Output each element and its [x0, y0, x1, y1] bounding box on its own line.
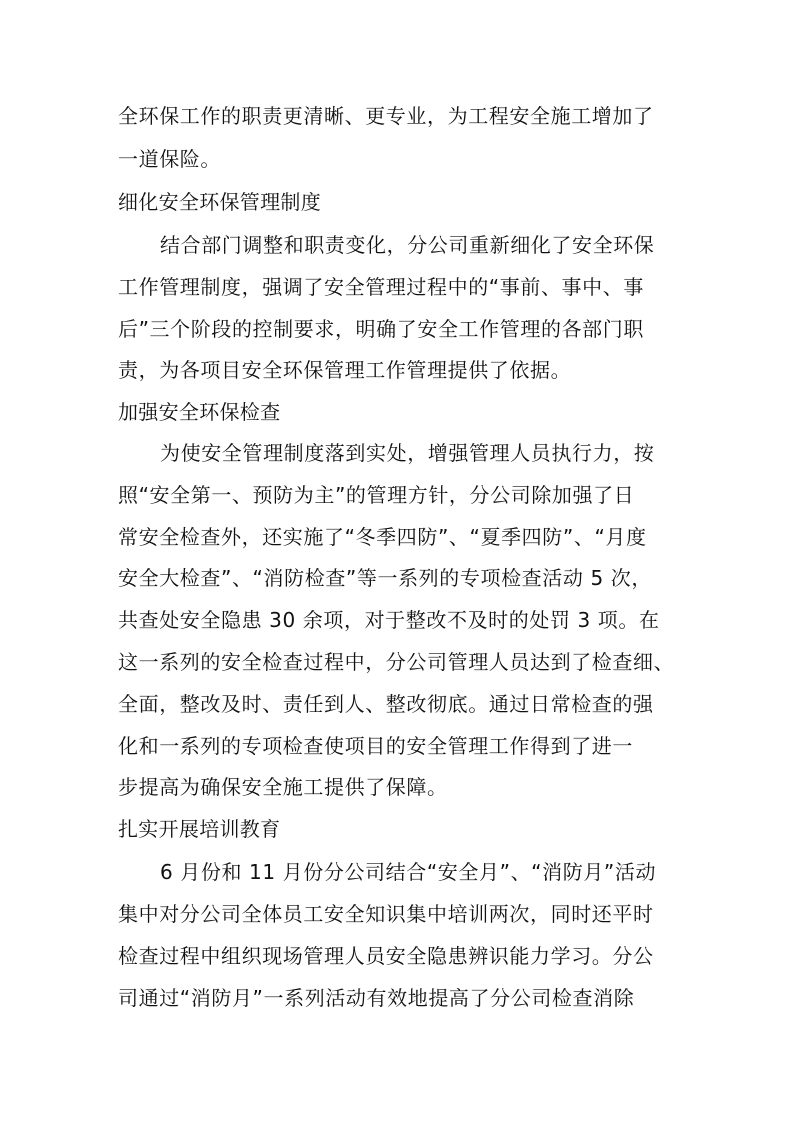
paragraph-line: 全环保工作的职责更清晰、更专业，为工程安全施工增加了: [118, 104, 654, 128]
paragraph-line: 集中对分公司全体员工安全知识集中培训两次，同时还平时: [118, 902, 654, 926]
paragraph-line: 步提高为确保安全施工提供了保障。: [118, 775, 448, 799]
section-heading: 加强安全环保检查: [118, 400, 281, 424]
paragraph-line: 检查过程中组织现场管理人员安全隐患辨识能力学习。分公: [118, 944, 654, 968]
section-heading: 扎实开展培训教育: [118, 817, 281, 841]
paragraph-line: 照“安全第一、预防为主”的管理方针，分公司除加强了日: [118, 483, 635, 507]
paragraph-line: 常安全检查外，还实施了“冬季四防”、“夏季四防”、“月度: [118, 525, 647, 549]
paragraph-line: 司通过“消防月”一系列活动有效地提高了分公司检查消除: [118, 986, 635, 1010]
paragraph-line: 一道保险。: [118, 147, 221, 171]
paragraph-line: 结合部门调整和职责变化，分公司重新细化了安全环保: [160, 233, 655, 257]
paragraph-line: 责，为各项目安全环保管理工作管理提供了依据。: [118, 358, 572, 382]
paragraph-line: 化和一系列的专项检查使项目的安全管理工作得到了进一: [118, 734, 633, 758]
paragraph-line: 这一系列的安全检查过程中，分公司管理人员达到了检查细、: [118, 650, 675, 674]
paragraph-line: 后”三个阶段的控制要求，明确了安全工作管理的各部门职: [118, 317, 644, 341]
paragraph-line: 全面，整改及时、责任到人、整改彻底。通过日常检查的强: [118, 692, 654, 716]
paragraph-line: 6 月份和 11 月份分公司结合“安全月”、“消防月”活动: [160, 860, 657, 884]
paragraph-line: 为使安全管理制度落到实处，增强管理人员执行力，按: [160, 441, 655, 465]
paragraph-line: 共查处安全隐患 30 余项，对于整改不及时的处罚 3 项。在: [118, 608, 660, 632]
section-heading: 细化安全环保管理制度: [118, 190, 321, 214]
paragraph-line: 工作管理制度，强调了安全管理过程中的“事前、事中、事: [118, 275, 644, 299]
paragraph-line: 安全大检查”、“消防检查”等一系列的专项检查活动 5 次，: [118, 566, 652, 590]
